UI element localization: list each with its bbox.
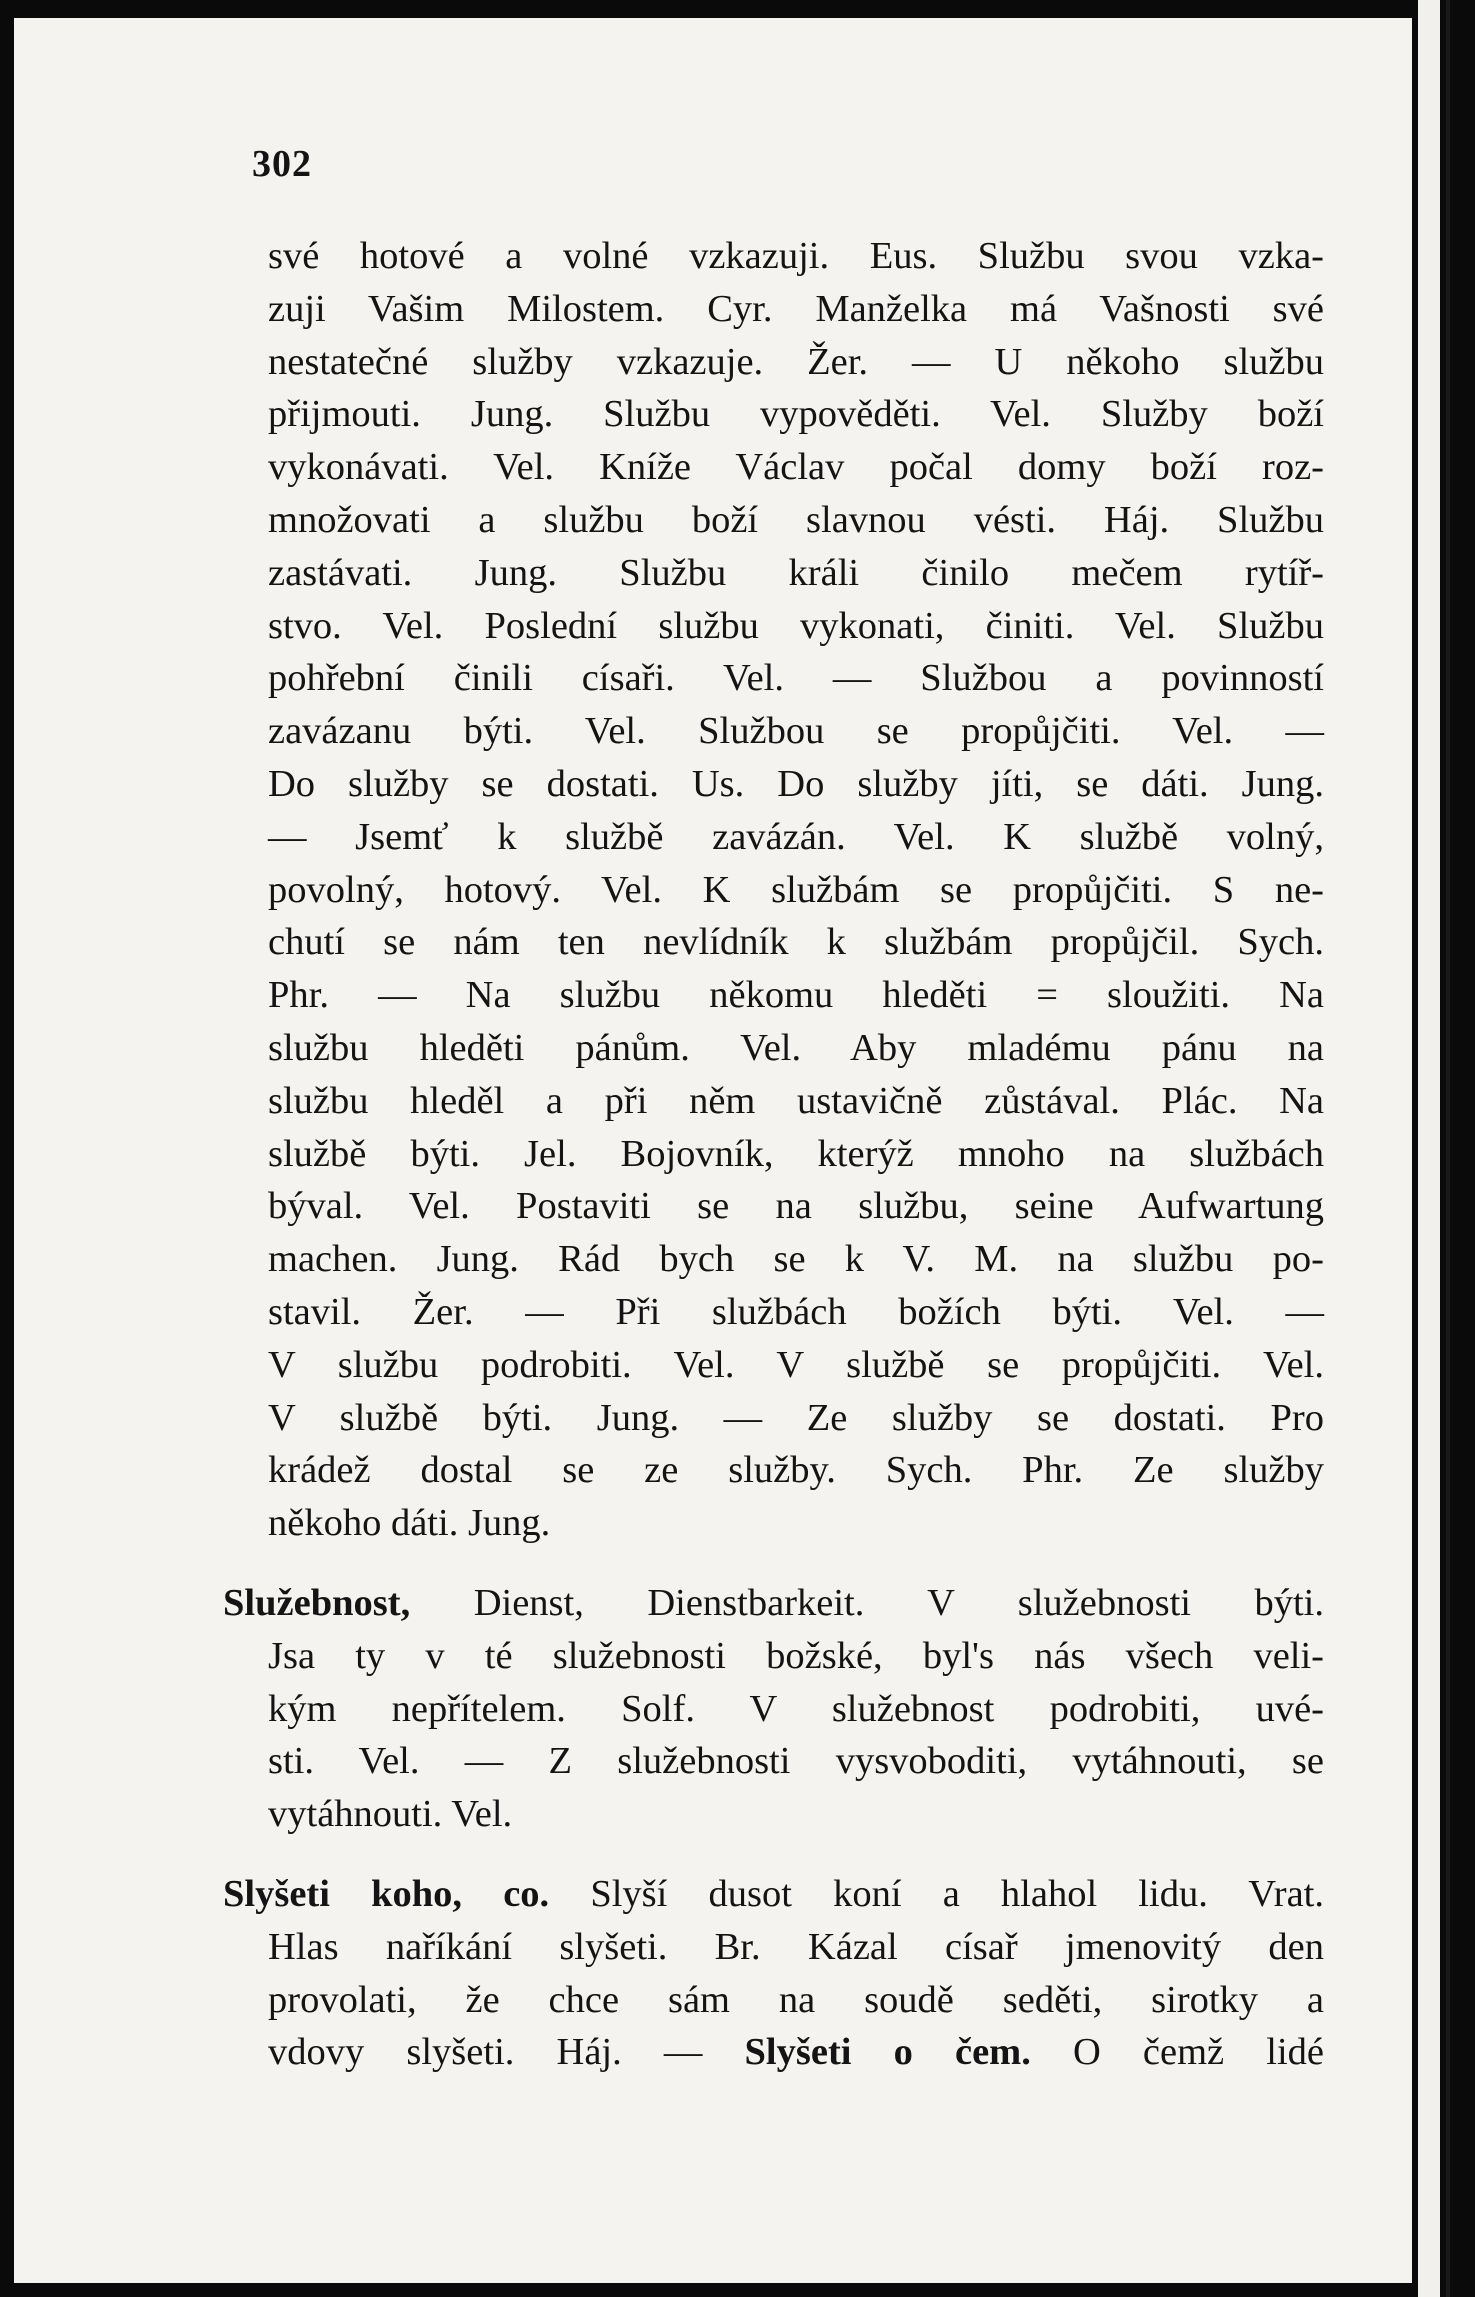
text-line: Do služby se dostati. Us. Do služby jíti, se dáti. Jung. xyxy=(268,762,1324,805)
text-line: vykonávati. Vel. Kníže Václav počal domy boží roz- xyxy=(268,446,1324,489)
headword: Slyšeti koho, co. xyxy=(223,1872,550,1915)
text-line: povolný, hotový. Vel. K službám se propůjčiti. S ne- xyxy=(268,868,1324,911)
page-number: 302 xyxy=(252,143,312,185)
text-line: chutí se nám ten nevlídník k službám propůjčil. Sych. xyxy=(268,921,1324,964)
entry-text: Slyší dusot koní a hlahol lidu. Vrat. xyxy=(549,1872,1325,1915)
text-line: stvo. Vel. Poslední službu vykonati, činiti. Vel. Službu xyxy=(268,604,1324,647)
text-line: množovati a službu boží slavnou vésti. Háj. Službu xyxy=(268,498,1324,541)
text-line: provolati, že chce sám na soudě seděti, sirotky a xyxy=(268,1978,1324,2021)
binding-line xyxy=(1446,0,1450,2297)
text-line: — Jsemť k službě zavázán. Vel. K službě volný, xyxy=(268,815,1324,858)
text-line: machen. Jung. Rád bych se k V. M. na službu po- xyxy=(268,1238,1324,1281)
entry-text: vdovy slyšeti. Háj. — xyxy=(268,2031,745,2074)
text-line: někoho dáti. Jung. xyxy=(268,1502,551,1545)
text-line: službu hleděl a při něm ustavičně zůstával. Plác. Na xyxy=(268,1079,1324,1122)
text-line: službu hleděti pánům. Vel. Aby mladému pánu na xyxy=(268,1026,1324,1069)
book-page xyxy=(14,18,1412,2283)
entry-sluzebnost xyxy=(223,1577,1324,1841)
page-text xyxy=(223,230,1325,2079)
text-line: sti. Vel. — Z služebnosti vysvoboditi, vytáhnouti, se xyxy=(268,1740,1324,1783)
headword: Služebnost, xyxy=(223,1581,411,1624)
page-edge xyxy=(1418,0,1440,2297)
text-line: nestatečné služby vzkazuje. Žer. — U někoho službu xyxy=(268,340,1324,383)
text-line: službě býti. Jel. Bojovník, kterýž mnoho na službách xyxy=(268,1132,1324,1175)
text-line: pohřební činili císaři. Vel. — Službou a povinností xyxy=(268,657,1324,700)
text-line: Phr. — Na službu někomu hleděti = sloužiti. Na xyxy=(268,974,1324,1017)
entry-slyseti xyxy=(223,1868,1324,2079)
text-line: zavázanu býti. Vel. Službou se propůjčiti. Vel. — xyxy=(268,710,1324,753)
text-line: Jsa ty v té služebnosti božské, byl's nás všech veli- xyxy=(268,1634,1324,1677)
text-line: kým nepřítelem. Solf. V služebnost podrobiti, uvé- xyxy=(268,1687,1324,1730)
subheadword: Slyšeti o čem. xyxy=(744,2031,1031,2074)
entry-continuation xyxy=(268,230,1324,1550)
text-line: přijmouti. Jung. Službu vypověděti. Vel. Služby boží xyxy=(268,393,1324,436)
text-line: zuji Vašim Milostem. Cyr. Manželka má Vašnosti své xyxy=(268,287,1324,330)
entry-text: O čemž lidé xyxy=(1030,2031,1325,2074)
text-line: býval. Vel. Postaviti se na službu, seine Aufwartung xyxy=(268,1185,1324,1228)
text-line: zastávati. Jung. Službu králi činilo mečem rytíř- xyxy=(268,551,1324,594)
entry-first-line xyxy=(223,1577,1324,1630)
text-line xyxy=(268,2026,1324,2079)
entry-first-line xyxy=(223,1868,1324,1921)
text-line: stavil. Žer. — Při službách božích býti. Vel. — xyxy=(268,1290,1324,1333)
text-line: své hotové a volné vzkazuji. Eus. Službu svou vzka- xyxy=(268,235,1324,277)
text-line: V službě býti. Jung. — Ze služby se dostati. Pro xyxy=(268,1396,1324,1439)
entry-text: Dienst, Dienstbarkeit. V služebnosti býti. xyxy=(410,1581,1324,1624)
text-line: krádež dostal se ze služby. Sych. Phr. Ze služby xyxy=(268,1449,1324,1492)
text-line: Hlas naříkání slyšeti. Br. Kázal císař jmenovitý den xyxy=(268,1925,1324,1968)
text-line: vytáhnouti. Vel. xyxy=(268,1793,513,1836)
text-line: V službu podrobiti. Vel. V službě se propůjčiti. Vel. xyxy=(268,1343,1324,1386)
